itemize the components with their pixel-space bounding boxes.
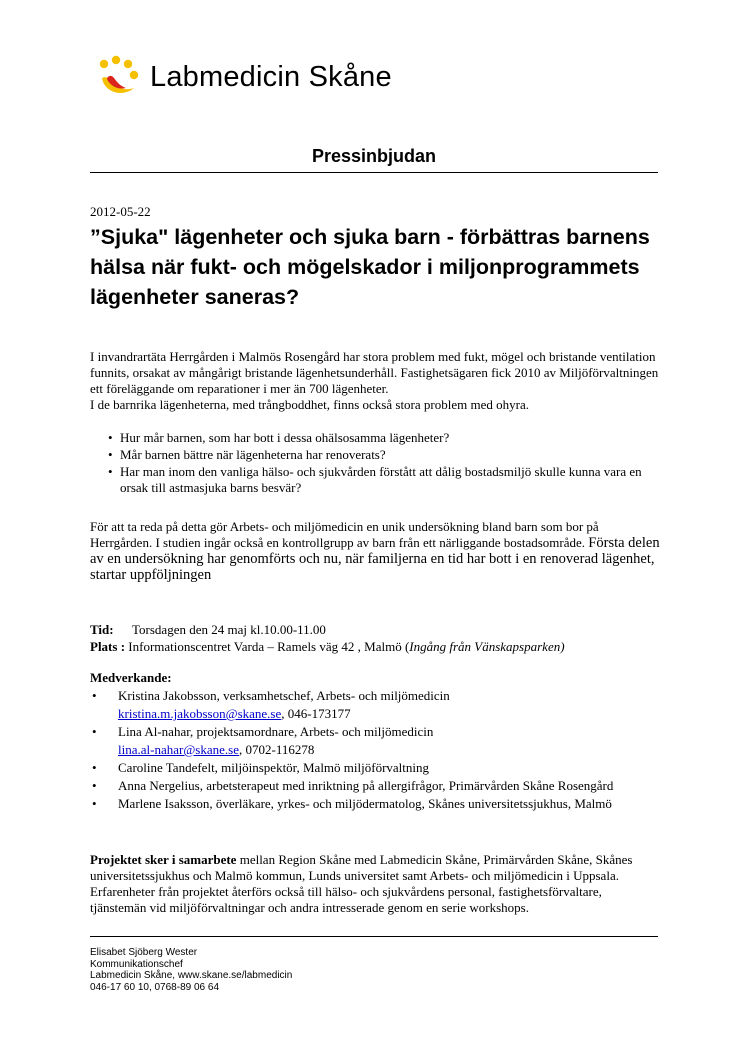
time-label: Tid: (90, 622, 114, 637)
press-date: 2012-05-22 (90, 204, 151, 219)
footer-divider (90, 936, 658, 937)
study-text: För att ta reda på detta gör Arbets- och miljömedicin en unik undersökning bland barn som bor på Herrgården. I studien ingår också en kontrollgrupp av barn från ett närliggande bostadsområde. (90, 519, 599, 550)
contact-role: Kommunikationschef (90, 958, 183, 970)
event-place (90, 638, 565, 655)
list-item: • Lina Al-nahar, projektsamordnare, Arbets- och miljömedicin lina.al-nahar@skane.se, 0702-116278 (90, 723, 660, 759)
study-text-large: Första delen av en undersökning har genomförts och nu, när familjerna en tid har bott i en renoverad lägenhet, startar uppföljningen (90, 535, 660, 583)
article-title: ”Sjuka" lägenheter och sjuka barn - förbättras barnens hälsa när fukt- och mögelskador i miljonprogrammets lägenheter saneras? (90, 225, 650, 309)
participants-list (90, 687, 660, 813)
place-value: Informationscentret Varda – Ramels väg 42 , Malmö ( (128, 639, 410, 654)
event-time (90, 621, 326, 638)
time-value: Torsdagen den 24 maj kl.10.00-11.00 (132, 622, 326, 637)
collaboration-paragraph (90, 852, 660, 916)
place-note: Ingång från Vänskapsparken) (409, 639, 565, 654)
place-label: Plats : (90, 639, 126, 654)
contact-org: Labmedicin Skåne, www.skane.se/labmedicin (90, 970, 293, 981)
participants-heading: Medverkande: (90, 670, 172, 685)
contact-phone: 046-17 60 10, 0768-89 06 64 (90, 981, 219, 993)
list-item: • Har man inom den vanliga hälso- och sjukvården förstått att dålig bostadsmiljö skulle kunna vara en orsak till astmasjuka barns besvär? (90, 464, 660, 496)
intro-text-line2: I de barnrika lägenheterna, med trångboddhet, finns också stora problem med ohyra. (90, 397, 529, 412)
email-link[interactable]: lina.al-nahar@skane.se (118, 742, 239, 757)
heading-divider (90, 172, 658, 173)
question-list (90, 430, 660, 497)
study-paragraph (90, 519, 660, 583)
list-item: • Anna Nergelius, arbetsterapeut med inriktning på allergifrågor, Primärvården Skåne Rosengård (90, 777, 660, 795)
email-link[interactable]: kristina.m.jakobsson@skane.se (118, 706, 282, 721)
list-item: • Caroline Tandefelt, miljöinspektör, Malmö miljöförvaltning (90, 759, 660, 777)
logo (96, 54, 392, 100)
list-item: • Kristina Jakobsson, verksamhetschef, Arbets- och miljömedicin kristina.m.jakobsson@skane.se, 046-173177 (90, 687, 660, 723)
contact-info (90, 947, 292, 993)
brand-name: Labmedicin Skåne (150, 60, 392, 93)
collaboration-bold: Projektet sker i samarbete (90, 852, 237, 867)
page-heading: Pressinbjudan (311, 146, 437, 166)
intro-paragraph (90, 349, 660, 413)
intro-text: I invandrartäta Herrgården i Malmös Rosengård har stora problem med fukt, mögel och bristande ventilation funnits, orsakat av mångårigt bristande lägenhetsunderhåll. Fastighetsägaren fick 2010 av Miljöförvaltningen ett föreläggande om reparationer i mer än 700 lägenheter. (90, 349, 659, 396)
list-item: • Marlene Isaksson, överläkare, yrkes- och miljödermatolog, Skånes universitetssjukhus, Malmö (90, 795, 660, 813)
collaboration-text: mellan Region Skåne med Labmedicin Skåne, Primärvården Skåne, Skånes universitetssjukhus och Malmö kommun, Lunds universitet samt Arbets- och miljömedicin i Uppsala. Erfarenheter från projektet återförs också till hälso- och sjukvårdens personal, fastighetsförvaltare, tjänstemän vid miljöförvaltningar och andra intresserade genom en serie workshops. (90, 852, 633, 915)
list-item: • Hur mår barnen, som har bott i dessa ohälsosamma lägenheter? (90, 430, 660, 446)
labmedicin-logo-icon (96, 54, 142, 100)
list-item: • Mår barnen bättre när lägenheterna har renoverats? (90, 447, 660, 463)
contact-name: Elisabet Sjöberg Wester (90, 947, 198, 958)
